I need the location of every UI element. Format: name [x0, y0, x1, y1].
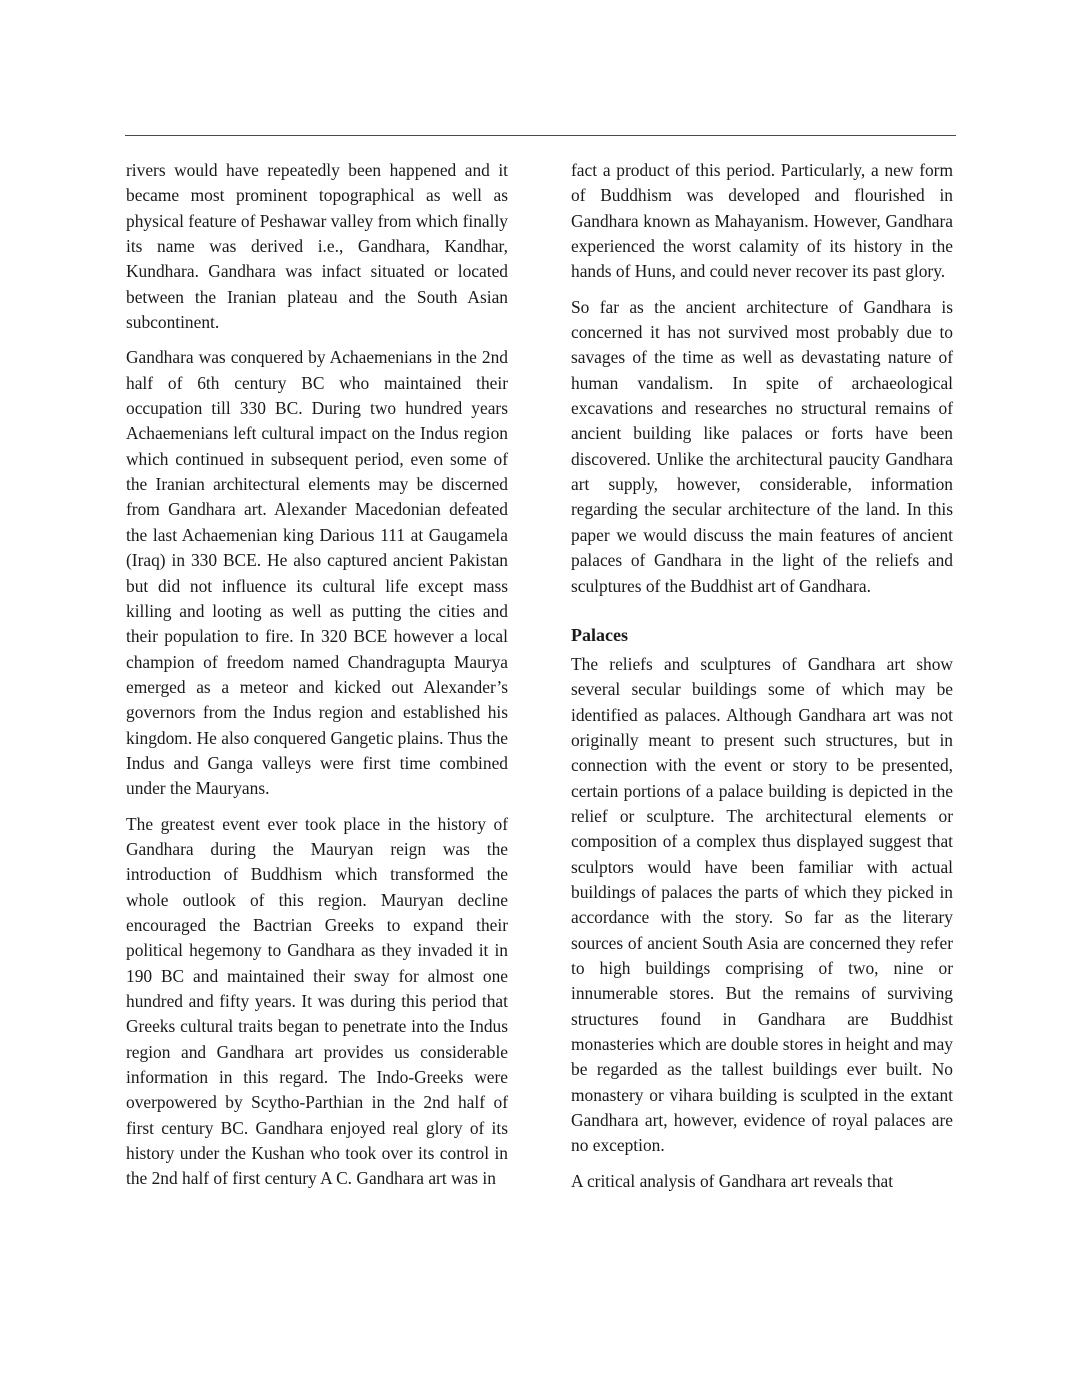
body-paragraph: So far as the ancient architecture of Gandhara is concerned it has not survived most probably due to savages of the time as well as devastating nature of human vandalism. In spite of archaeological excavations and researches no structural remains of ancient building like palaces or forts have been discovered. Unlike the architectural paucity Gandhara art supply, however, considerable, information regarding the secular architecture of the land. In this paper we would discuss the main features of ancient palaces of Gandhara in the light of the reliefs and sculptures of the Buddhist art of Gandhara. — [571, 296, 953, 596]
body-paragraph: A critical analysis of Gandhara art reveals that — [571, 1170, 894, 1191]
right-column — [571, 158, 953, 1204]
section-heading: Palaces — [571, 624, 628, 645]
body-paragraph: fact a product of this period. Particularly, a new form of Buddhism was developed and flourished in Gandhara known as Mahayanism. However, Gandhara experienced the worst calamity of its history in the hands of Huns, and could never recover its past glory. — [571, 160, 953, 282]
body-paragraph: Gandhara was conquered by Achaemenians in the 2nd half of 6th century BC who maintained their occupation till 330 BC. During two hundred years Achaemenians left cultural impact on the Indus region which continued in subsequent period, even some of the Iranian architectural elements may be discerned from Gandhara art. Alexander Macedonian defeated the last Achaemenian king Darious 111 at Gaugamela (Iraq) in 330 BCE. He also captured ancient Pakistan but did not influence its cultural life except mass killing and looting as well as putting the cities and their population to fire. In 320 BCE however a local champion of freedom named Chandragupta Maurya emerged as a meteor and kicked out Alexander’s governors from the Indus region and established his kingdom. He also conquered Gangetic plains. Thus the Indus and Ganga valleys were first time combined under the Mauryans. — [126, 347, 508, 799]
header-rule — [125, 135, 956, 136]
body-paragraph: The greatest event ever took place in the history of Gandhara during the Mauryan reign was the introduction of Buddhism which transformed the whole outlook of this region. Mauryan decline encouraged the Bactrian Greeks to expand their political hegemony to Gandhara as they invaded it in 190 BC and maintained their sway for almost one hundred and fifty years. It was during this period that Greeks cultural traits began to penetrate into the Indus region and Gandhara art provides us considerable information in this regard. The Indo-Greeks were overpowered by Scytho-Parthian in the 2nd half of first century BC. Gandhara enjoyed real glory of its history under the Kushan who took over its control in the 2nd half of first century A C. Gandhara art was in — [126, 813, 508, 1189]
body-paragraph: rivers would have repeatedly been happened and it became most prominent topographical as well as physical feature of Peshawar valley from which finally its name was derived i.e., Gandhara, Kandhar, Kundhara. Gandhara was infact situated or located between the Iranian plateau and the South Asian subcontinent. — [126, 160, 508, 333]
left-column — [126, 158, 508, 1202]
body-paragraph: The reliefs and sculptures of Gandhara art show several secular buildings some of which may be identified as palaces. Although Gandhara art was not originally meant to present such structures, but in connection with the event or story to be presented, certain portions of a palace building is depicted in the relief or sculpture. The architectural elements or composition of a complex thus displayed suggest that sculptors would have been familiar with actual buildings of palaces the parts of which they picked in accordance with the story. So far as the literary sources of ancient South Asia are concerned they refer to high buildings comprising of two, nine or innumerable stores. But the remains of surviving structures found in Gandhara are Buddhist monasteries which are double stores in height and may be regarded as the tallest buildings ever built. No monastery or vihara building is sculpted in the extant Gandhara art, however, evidence of royal palaces are no exception. — [571, 653, 953, 1156]
